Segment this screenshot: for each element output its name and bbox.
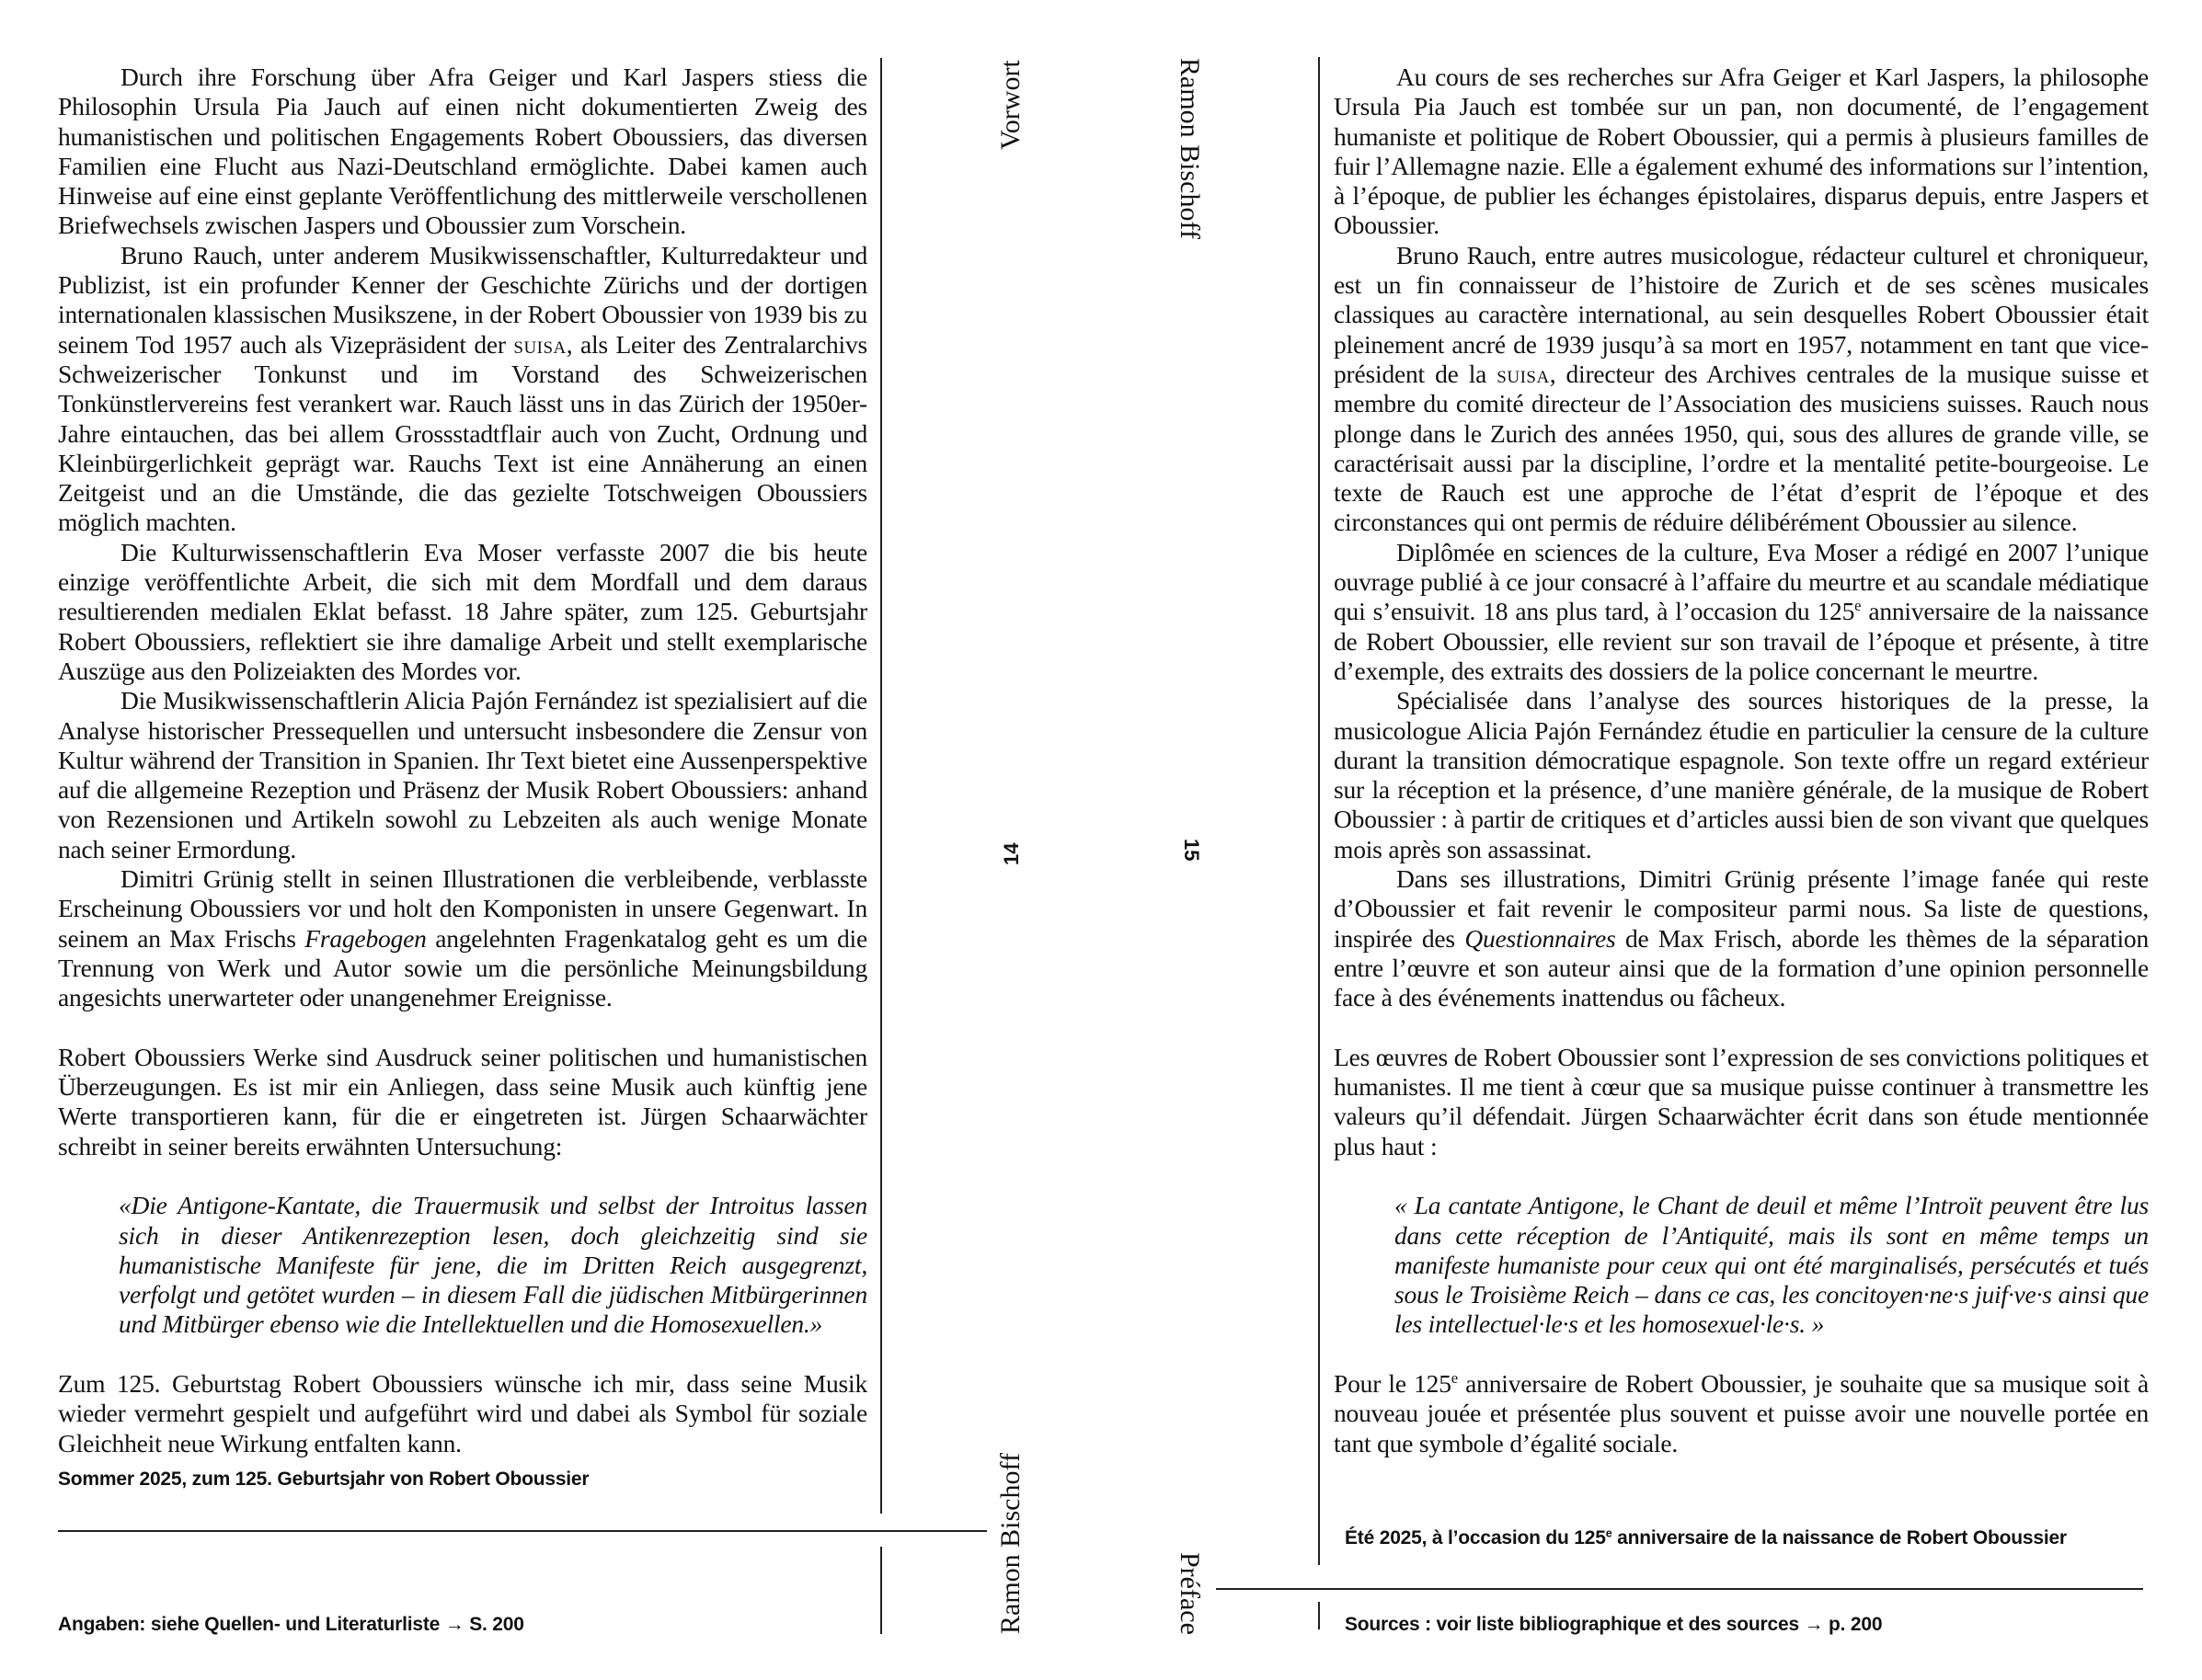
suisa-abbrev: suisa <box>513 329 567 359</box>
paragraph: Les œuvres de Robert Oboussier sont l’expression de ses convictions politiques et humanistes. Il me tient à cœur que sa musique puisse continuer à transmettre les valeurs qu’il défendait. Jürgen Schaarwächter écrit dans son étude mentionnée plus haut : <box>1334 1042 2149 1160</box>
left-signature: Sommer 2025, zum 125. Geburtsjahr von Robert Oboussier <box>58 1469 590 1490</box>
suisa-abbrev: suisa <box>1497 359 1550 388</box>
block-quote: « La cantate Antigone, le Chant de deuil et même l’Introït peuvent être lus dans cette réception de l’Antiquité, mais ils sont en même temps un manifeste humaniste pour ceux qui ont été marginalisés, persécutés et tués sous le Troisième Reich – dans ce cas, les concitoyen·ne·s juif·ve·s ainsi que les intellectuel·le·s et les homosexuel·le·s. » <box>1394 1191 2149 1339</box>
right-running-head: Préface <box>1175 1552 1205 1635</box>
left-column-rule-lower <box>880 1547 882 1634</box>
block-quote: «Die Antigone-Kantate, die Trauermusik und selbst der Introitus lassen sich in dieser Antikenrezeption lesen, doch gleichzeitig sind sie humanistische Manifeste für jene, die im Dritten Reich ausgegrenzt, verfolgt und getötet wurden – in diesem Fall die jüdischen Mitbürgerinnen und Mitbürger ebenso wie die Intellektuellen und die Homosexuellen.» <box>119 1191 867 1339</box>
right-page-number: 15 <box>1180 839 1203 862</box>
paragraph: Die Musikwissenschaftlerin Alicia Pajón Fernández ist spezialisiert auf die Analyse historischer Pressequellen und untersucht insbesondere die Zensur von Kultur während der Transition in Spanien. Ihr Text bietet eine Aussenperspektive auf die allgemeine Rezeption und Präsenz der Musik Robert Oboussiers: anhand von Rezensionen und Artikeln sowohl zu Lebzeiten als auch wenige Monate nach seiner Ermordung. <box>58 686 867 863</box>
left-page-number: 14 <box>1000 842 1023 865</box>
left-body-text <box>58 63 867 1458</box>
right-signature: Été 2025, à l’occasion du 125e anniversaire de la naissance de Robert Oboussier <box>1345 1526 2067 1549</box>
book-title: Fragebogen <box>304 923 427 953</box>
paragraph: Die Kulturwissenschaftlerin Eva Moser verfasste 2007 die bis heute einzige veröffentlichte Arbeit, die sich mit dem Mordfall und dem daraus resultierenden medialen Eklat befasst. 18 Jahre später, zum 125. Geburtsjahr Robert Oboussiers, reflektiert sie ihre damalige Arbeit und stellt exemplarische Auszüge aus den Polizeiakten des Mordes vor. <box>58 537 867 685</box>
left-column-rule <box>880 58 882 1514</box>
right-body-text <box>1334 63 2149 1458</box>
paragraph: Pour le 125e anniversaire de Robert Oboussier, je souhaite que sa musique soit à nouveau jouée et présentée plus souvent et puisse avoir une nouvelle portée en tant que symbole d’égalité sociale. <box>1334 1369 2149 1457</box>
paragraph: Bruno Rauch, unter anderem Musikwissenschaftler, Kulturredakteur und Publizist, ist ein profunder Kenner der Geschichte Zürichs und der dortigen internationalen klassischen Musikszene, in der Robert Oboussier von 1939 bis zu seinem Tod 1957 auch als Vizepräsident der suisa, als Leiter des Zentralarchivs Schweizerischer Tonkunst und im Vorstand des Schweizerischen Tonkünstlervereins fest verankert war. Rauch lässt uns in das Zürich der 1950er-Jahre eintauchen, das bei allem Grossstadtflair auch von Zucht, Ordnung und Kleinbürgerlichkeit geprägt war. Rauchs Text ist eine Annäherung an einen Zeitgeist und an die Umstände, die das gezielte Totschweigen Oboussiers möglich machten. <box>58 240 868 537</box>
right-footnote-sources: Sources : voir liste bibliographique et des sources → p. 200 <box>1345 1614 1883 1635</box>
left-running-author: Ramon Bischoff <box>995 1453 1026 1634</box>
left-horizontal-rule <box>58 1530 987 1532</box>
paragraph: Robert Oboussiers Werke sind Ausdruck seiner politischen und humanistischen Überzeugungen. Es ist mir ein Anliegen, dass seine Musik auch künftig jene Werte transportieren kann, für die er eingetreten ist. Jürgen Schaarwächter schreibt in seiner bereits erwähnten Untersuchung: <box>58 1042 867 1160</box>
right-column-rule-lower <box>1318 1602 1320 1629</box>
paragraph: Au cours de ses recherches sur Afra Geiger et Karl Jaspers, la philosophe Ursula Pia Jauch est tombée sur un pan, non documenté, de l’engagement humaniste et politique de Robert Oboussier, qui a permis à plusieurs familles de fuir l’Allemagne nazie. Elle a également exhumé des informations sur l’intention, à l’époque, de publier les échanges épistolaires, disparus depuis, entre Jaspers et Oboussier. <box>1334 63 2149 240</box>
paragraph: Spécialisée dans l’analyse des sources historiques de la presse, la musicologue Alicia Pajón Fernández étudie en particulier la censure de la culture durant la transition démocratique espagnole. Son texte offre un regard extérieur sur la réception et la présence, d’une manière générale, de la musique de Robert Oboussier : à partir de critiques et d’articles aussi bien de son vivant que quelques mois après son assassinat. <box>1334 686 2149 863</box>
left-running-head: Vorwort <box>995 60 1026 150</box>
right-running-author: Ramon Bischoff <box>1175 58 1205 239</box>
paragraph: Durch ihre Forschung über Afra Geiger und Karl Jaspers stiess die Philosophin Ursula Pia Jauch auf einen nicht dokumentierten Zweig des humanistischen und politischen Engagements Robert Oboussiers, das diversen Familien eine Flucht aus Nazi-Deutschland ermöglichte. Dabei kamen auch Hinweise auf eine einst geplante Veröffentlichung des mittlerweile verschollenen Briefwechsels zwischen Jaspers und Oboussier zum Vorschein. <box>58 63 867 240</box>
paragraph: Dans ses illustrations, Dimitri Grünig présente l’image fanée qui reste d’Oboussier et fait revenir le compositeur parmi nous. Sa liste de questions, inspirée des Questionnaires de Max Frisch, aborde les thèmes de la séparation entre l’œuvre et son auteur ainsi que de la formation d’une opinion personnelle face à des événements inattendus ou fâcheux. <box>1334 864 2150 1012</box>
left-footnote-sources: Angaben: siehe Quellen- und Literaturliste → S. 200 <box>58 1614 524 1635</box>
right-horizontal-rule <box>1216 1588 2143 1590</box>
paragraph: Zum 125. Geburtstag Robert Oboussiers wünsche ich mir, dass seine Musik wieder vermehrt gespielt und aufgeführt wird und dabei als Symbol für soziale Gleichheit neue Wirkung entfalten kann. <box>58 1369 867 1457</box>
paragraph: Dimitri Grünig stellt in seinen Illustrationen die verbleibende, verblasste Erscheinung Oboussiers vor und holt den Komponisten in unsere Gegenwart. In seinem an Max Frischs Fragebogen angelehnten Fragenkatalog geht es um die Trennung von Werk und Autor sowie um die persönliche Meinungsbildung angesichts unerwarteter oder unangenehmer Ereignisse. <box>58 864 867 1012</box>
paragraph: Bruno Rauch, entre autres musicologue, rédacteur culturel et chroniqueur, est un fin connaisseur de l’histoire de Zurich et de ses scènes musicales classiques au caractère international, au sein desquelles Robert Oboussier était pleinement ancré de 1939 jusqu’à sa mort en 1957, notamment en tant que vice-président de la suisa, directeur des Archives centrales de la musique suisse et membre du comité directeur de l’Association des musiciens suisses. Rauch nous plonge dans le Zurich des années 1950, qui, sous des allures de grande ville, se caractérisait aussi par la discipline, l’ordre et la mentalité petite-bourgeoise. Le texte de Rauch est une approche de l’état d’esprit de l’époque et des circonstances qui ont permis de réduire délibérément Oboussier au silence. <box>1334 240 2149 537</box>
book-title: Questionnaires <box>1464 923 1616 953</box>
paragraph: Diplômée en sciences de la culture, Eva Moser a rédigé en 2007 l’unique ouvrage publié à ce jour consacré à l’affaire du meurtre et au scandale médiatique qui s’ensuivit. 18 ans plus tard, à l’occasion du 125e anniversaire de la naissance de Robert Oboussier, elle revient sur son travail de l’époque et présente, à titre d’exemple, des extraits des dossiers de la police concernant le meurtre. <box>1334 537 2149 685</box>
right-column-rule <box>1318 57 1320 1565</box>
